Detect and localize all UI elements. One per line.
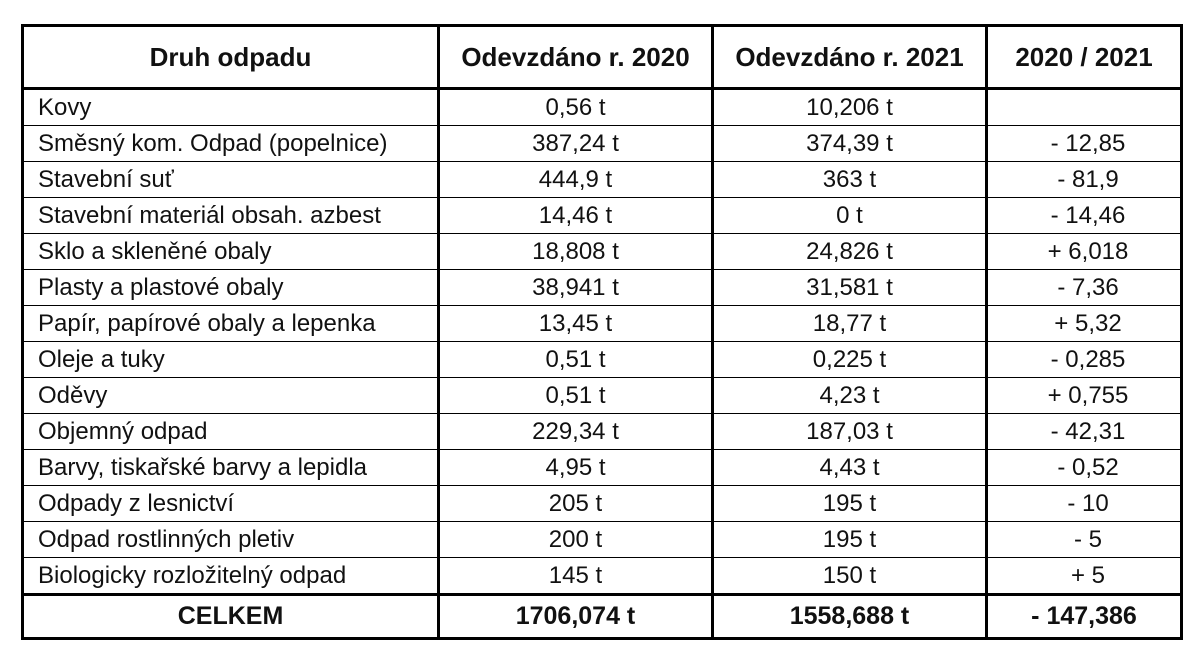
table-row (23, 522, 1182, 558)
table-row (23, 342, 1182, 378)
difference-cell: - 81,9 (987, 162, 1182, 198)
waste-type-cell: Stavební suť (23, 162, 439, 198)
difference-cell: - 5 (987, 522, 1182, 558)
header-waste-type: Druh odpadu (23, 26, 439, 89)
total-2020: 1706,074 t (439, 595, 713, 639)
amount-2020-cell: 444,9 t (439, 162, 713, 198)
table-row (23, 414, 1182, 450)
table-row (23, 89, 1182, 126)
header-row (23, 26, 1182, 89)
difference-cell: - 10 (987, 486, 1182, 522)
total-difference: - 147,386 (987, 595, 1182, 639)
waste-type-cell: Kovy (23, 89, 439, 126)
amount-2021-cell: 4,23 t (713, 378, 987, 414)
waste-type-cell: Odpady z lesnictví (23, 486, 439, 522)
amount-2020-cell: 18,808 t (439, 234, 713, 270)
amount-2020-cell: 38,941 t (439, 270, 713, 306)
total-row (23, 595, 1182, 639)
amount-2020-cell: 145 t (439, 558, 713, 595)
amount-2020-cell: 200 t (439, 522, 713, 558)
amount-2021-cell: 0 t (713, 198, 987, 234)
header-delivered-2020: Odevzdáno r. 2020 (439, 26, 713, 89)
table-row (23, 306, 1182, 342)
waste-type-cell: Biologicky rozložitelný odpad (23, 558, 439, 595)
difference-cell: + 5 (987, 558, 1182, 595)
table-body (23, 89, 1182, 595)
waste-type-cell: Oleje a tuky (23, 342, 439, 378)
waste-type-cell: Plasty a plastové obaly (23, 270, 439, 306)
difference-cell: - 14,46 (987, 198, 1182, 234)
amount-2021-cell: 10,206 t (713, 89, 987, 126)
difference-cell: + 6,018 (987, 234, 1182, 270)
waste-type-cell: Stavební materiál obsah. azbest (23, 198, 439, 234)
difference-cell: - 12,85 (987, 126, 1182, 162)
header-delivered-2021: Odevzdáno r. 2021 (713, 26, 987, 89)
table-row (23, 486, 1182, 522)
amount-2020-cell: 0,51 t (439, 378, 713, 414)
difference-cell: + 5,32 (987, 306, 1182, 342)
amount-2020-cell: 0,51 t (439, 342, 713, 378)
difference-cell: + 0,755 (987, 378, 1182, 414)
table-row (23, 378, 1182, 414)
header-comparison: 2020 / 2021 (987, 26, 1182, 89)
amount-2021-cell: 187,03 t (713, 414, 987, 450)
table-row (23, 198, 1182, 234)
amount-2021-cell: 374,39 t (713, 126, 987, 162)
waste-type-cell: Barvy, tiskařské barvy a lepidla (23, 450, 439, 486)
total-label: CELKEM (23, 595, 439, 639)
amount-2020-cell: 14,46 t (439, 198, 713, 234)
amount-2021-cell: 195 t (713, 486, 987, 522)
amount-2020-cell: 387,24 t (439, 126, 713, 162)
table-row (23, 234, 1182, 270)
table-row (23, 450, 1182, 486)
amount-2020-cell: 13,45 t (439, 306, 713, 342)
amount-2021-cell: 195 t (713, 522, 987, 558)
amount-2021-cell: 31,581 t (713, 270, 987, 306)
amount-2020-cell: 205 t (439, 486, 713, 522)
waste-table-wrapper (21, 24, 1183, 640)
difference-cell: - 0,285 (987, 342, 1182, 378)
difference-cell: - 0,52 (987, 450, 1182, 486)
amount-2021-cell: 0,225 t (713, 342, 987, 378)
difference-cell (987, 89, 1182, 126)
waste-type-cell: Odpad rostlinných pletiv (23, 522, 439, 558)
table-row (23, 162, 1182, 198)
waste-type-cell: Papír, papírové obaly a lepenka (23, 306, 439, 342)
difference-cell: - 7,36 (987, 270, 1182, 306)
waste-type-cell: Směsný kom. Odpad (popelnice) (23, 126, 439, 162)
table-row (23, 126, 1182, 162)
difference-cell: - 42,31 (987, 414, 1182, 450)
amount-2021-cell: 18,77 t (713, 306, 987, 342)
amount-2020-cell: 229,34 t (439, 414, 713, 450)
amount-2020-cell: 0,56 t (439, 89, 713, 126)
table-row (23, 558, 1182, 595)
table-row (23, 270, 1182, 306)
amount-2021-cell: 363 t (713, 162, 987, 198)
waste-table (21, 24, 1183, 640)
waste-type-cell: Sklo a skleněné obaly (23, 234, 439, 270)
total-2021: 1558,688 t (713, 595, 987, 639)
waste-type-cell: Oděvy (23, 378, 439, 414)
amount-2021-cell: 4,43 t (713, 450, 987, 486)
amount-2021-cell: 24,826 t (713, 234, 987, 270)
waste-type-cell: Objemný odpad (23, 414, 439, 450)
amount-2020-cell: 4,95 t (439, 450, 713, 486)
amount-2021-cell: 150 t (713, 558, 987, 595)
